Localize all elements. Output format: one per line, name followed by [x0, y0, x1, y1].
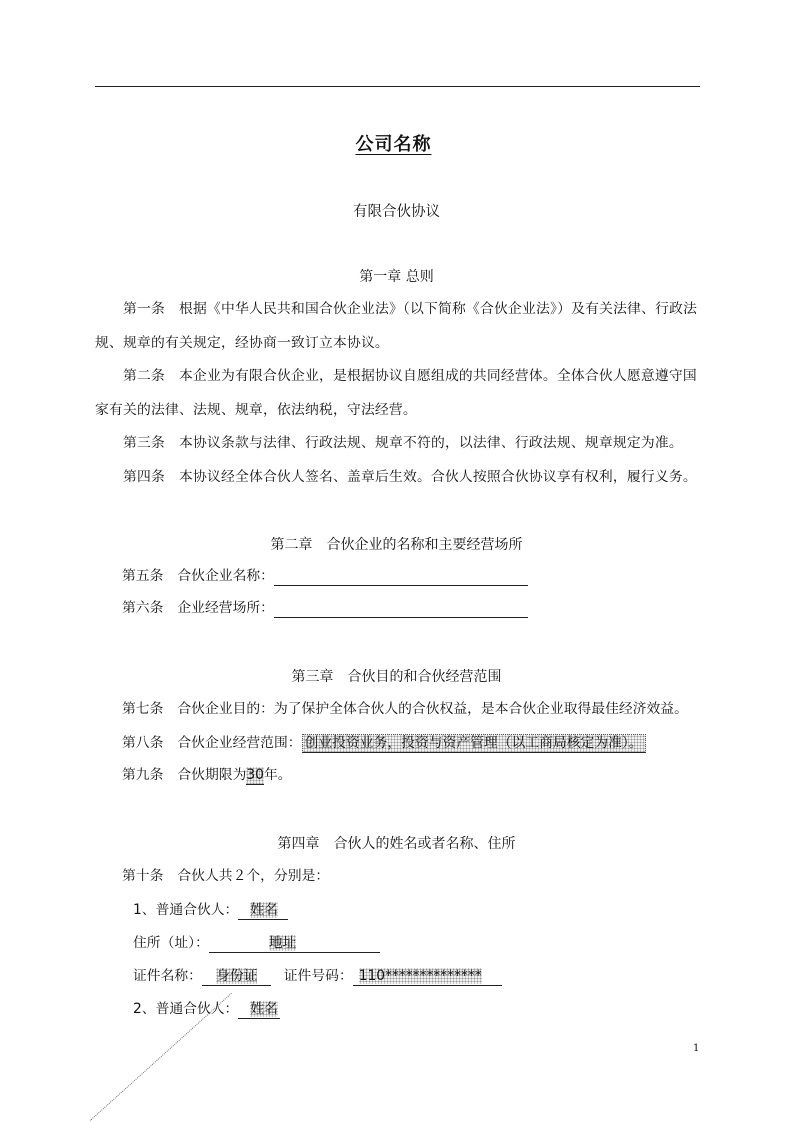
chapter-1-heading: 第一章 总则 [359, 269, 434, 285]
business-scope-field[interactable]: 创业投资业务，投资与资产管理（以工商局核定为准）。 [302, 734, 646, 753]
business-address-field[interactable] [274, 601, 528, 618]
page-number: 1 [693, 1043, 700, 1054]
article-10: 第十条 合伙人共２个，分别是： [122, 868, 330, 884]
article-2: 第二条 本企业为有限合伙企业，是根据协议自愿组成的共同经营体。全体合伙人愿意遵守国家有关的法律、法规、规章，依法纳税，守法经营。 [95, 368, 697, 418]
chapter-3-heading: 第三章 合伙目的和合伙经营范围 [291, 669, 502, 685]
partner-1-id-number-field[interactable]: 110************** [353, 968, 502, 986]
term-years-field[interactable]: 30 [246, 767, 264, 783]
article-3: 第三条 本协议条款与法律、行政法规、规章不符的，以法律、行政法规、规章规定为准。 [123, 435, 683, 451]
partner-1-id-type-field[interactable]: 身份证 [202, 968, 271, 986]
chapter-2-heading: 第二章 合伙企业的名称和主要经营场所 [270, 537, 523, 553]
article-6: 第六条 企业经营场所： [122, 598, 528, 618]
article-9: 第九条 合伙期限为30年。 [122, 767, 292, 783]
article-7: 第七条 合伙企业目的：为了保护全体合伙人的合伙权益，是本合伙企业取得最佳经济效益。 [122, 701, 688, 717]
chapter-4-heading: 第四章 合伙人的姓名或者名称、住所 [277, 836, 516, 852]
header-rule [95, 86, 700, 87]
article-4: 第四条 本协议经全体合伙人签名、盖章后生效。合伙人按照合伙协议享有权利，履行义务。 [123, 469, 697, 485]
article-5: 第五条 合伙企业名称： [122, 566, 528, 586]
partner-1-address-row: 住所（址）： 地址 [133, 933, 380, 953]
article-8: 第八条 合伙企业经营范围： 创业投资业务，投资与资产管理（以工商局核定为准）。 [122, 733, 646, 753]
partner-2-row: 2、普通合伙人： 姓名 [133, 1001, 278, 1017]
document-subtitle: 有限合伙协议 [353, 204, 440, 220]
article-1: 第一条 根据《中华人民共和国合伙企业法》（以下简称《合伙企业法》）及有关法律、行政法规、规章的有关规定，经协商一致订立本协议。 [95, 301, 698, 351]
partner-1-address-field[interactable]: 地址 [209, 935, 381, 953]
document-title: 公司名称 [355, 134, 432, 155]
partner-1-name-field[interactable]: 姓名 [238, 902, 288, 920]
partner-1-id-row: 证件名称： 身份证 证件号码： 110************** [133, 966, 502, 986]
company-name-field[interactable] [274, 569, 528, 586]
partner-2-name-field[interactable]: 姓名 [238, 1001, 280, 1019]
partner-1-row: 1、普通合伙人： 姓名 [133, 900, 288, 920]
